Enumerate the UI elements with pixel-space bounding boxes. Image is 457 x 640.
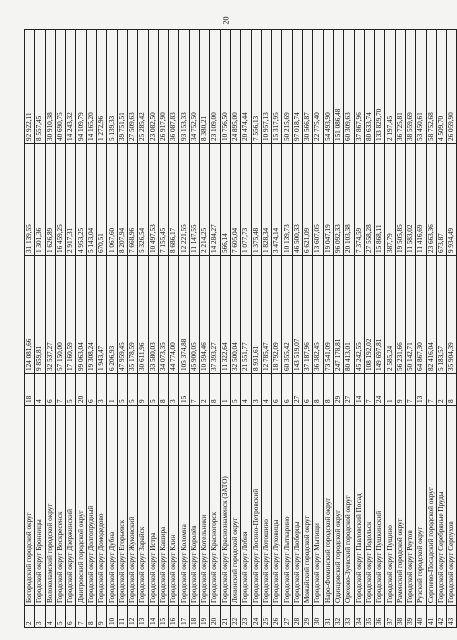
cell-row-number: 3: [35, 606, 45, 628]
cell-municipality-name: Городской округ Реутов: [405, 406, 415, 606]
cell-row-number: 43: [447, 606, 457, 628]
cell-row-number: 21: [220, 606, 230, 628]
cell-amount-total: 8 931,61: [251, 256, 261, 374]
table-row: [251, 30, 261, 628]
cell-row-number: 40: [416, 606, 426, 628]
cell-municipality-name: Городской округ Лотошино: [261, 406, 271, 606]
cell-amount-total: 124 081,66: [25, 256, 35, 374]
cell-municipality-name: Одинцовский городской округ: [333, 406, 343, 606]
cell-count: 6: [303, 374, 313, 406]
cell-amount-total: 47 959,45: [117, 256, 127, 374]
cell-amount-total: 5 183,57: [436, 256, 446, 374]
cell-municipality-name: Наро-Фоминский городской округ: [323, 406, 333, 606]
cell-count: 4: [35, 374, 45, 406]
cell-row-number: 19: [200, 606, 210, 628]
cell-amount-total: 60 355,42: [282, 256, 292, 374]
cell-amount-rest: 25 285,42: [138, 30, 148, 144]
cell-count: 5: [230, 374, 240, 406]
cell-amount-total: 143 519,07: [292, 256, 302, 374]
cell-municipality-name: Городской округ Подольск: [364, 406, 374, 606]
cell-count: 2: [200, 374, 210, 406]
cell-amount-part: 19 047,19: [323, 144, 333, 256]
table-row: [282, 30, 292, 628]
cell-municipality-name: Городской округ Истра: [148, 406, 158, 606]
table-row: [35, 30, 45, 628]
cell-municipality-name: Городской округ Домодедово: [97, 406, 107, 606]
cell-amount-rest: 5 139,33: [107, 30, 117, 144]
cell-amount-part: 2 214,25: [200, 144, 210, 256]
cell-count: 6: [45, 374, 55, 406]
cell-amount-total: 32 537,27: [45, 256, 55, 374]
cell-amount-part: 16 459,25: [55, 144, 65, 256]
cell-count: 24: [375, 374, 385, 406]
cell-amount-part: 1 077,73: [241, 144, 251, 256]
cell-amount-total: 21 551,77: [241, 256, 251, 374]
cell-amount-total: 10 594,46: [200, 256, 210, 374]
cell-count: 9: [395, 374, 405, 406]
cell-amount-part: 566,14: [220, 144, 230, 256]
cell-count: 4: [241, 374, 251, 406]
cell-amount-total: 56 231,66: [395, 256, 405, 374]
cell-amount-rest: 26 059,90: [447, 30, 457, 144]
cell-amount-total: 11 322,64: [220, 256, 230, 374]
cell-amount-part: 13 607,05: [313, 144, 323, 256]
cell-count: 29: [333, 374, 343, 406]
cell-amount-rest: 10 756,50: [220, 30, 230, 144]
cell-amount-total: 17 160,59: [66, 256, 76, 374]
cell-amount-rest: 8 380,21: [200, 30, 210, 144]
cell-count: 7: [364, 374, 374, 406]
cell-row-number: 20: [210, 606, 220, 628]
cell-amount-part: 673,87: [436, 144, 446, 256]
cell-amount-total: 32 500,04: [230, 256, 240, 374]
cell-amount-rest: 27 509,63: [127, 30, 137, 144]
cell-amount-total: 99 063,04: [76, 256, 86, 374]
cell-count: 5: [66, 374, 76, 406]
cell-amount-part: 11 583,02: [405, 144, 415, 256]
table-row: [272, 30, 282, 628]
cell-amount-part: 14 284,27: [210, 144, 220, 256]
cell-amount-rest: 14 243,32: [66, 30, 76, 144]
cell-count: 8: [210, 374, 220, 406]
cell-municipality-name: Богородский городской округ: [25, 406, 35, 606]
cell-amount-part: 5 326,54: [138, 144, 148, 256]
cell-amount-part: 11 147,55: [189, 144, 199, 256]
cell-row-number: 23: [241, 606, 251, 628]
cell-municipality-name: Городской округ Кашира: [158, 406, 168, 606]
table-row: [241, 30, 251, 628]
cell-amount-part: 31 139,55: [25, 144, 35, 256]
cell-row-number: 12: [127, 606, 137, 628]
cell-amount-part: 5 143,04: [86, 144, 96, 256]
cell-amount-part: 1 828,34: [261, 144, 271, 256]
cell-count: 7: [55, 374, 65, 406]
cell-row-number: 39: [405, 606, 415, 628]
cell-amount-rest: 8 557,45: [35, 30, 45, 144]
table-row: [97, 30, 107, 628]
table-row: [86, 30, 96, 628]
cell-amount-total: 35 904,39: [447, 256, 457, 374]
cell-amount-rest: 60 309,63: [344, 30, 354, 144]
cell-amount-rest: 34 752,50: [189, 30, 199, 144]
cell-amount-part: 96 092,33: [333, 144, 343, 256]
cell-row-number: 17: [179, 606, 189, 628]
cell-amount-total: 19 308,24: [86, 256, 96, 374]
table-row: [230, 30, 240, 628]
table-row: [127, 30, 137, 628]
table-row: [344, 30, 354, 628]
cell-municipality-name: Городской округ Лосино-Петровский: [251, 406, 261, 606]
table-row: [426, 30, 436, 628]
cell-count: 20: [76, 374, 86, 406]
cell-amount-rest: 93 153,33: [179, 30, 189, 144]
cell-amount-total: 6 206,93: [107, 256, 117, 374]
table-row: [416, 30, 426, 628]
cell-row-number: 22: [230, 606, 240, 628]
cell-municipality-name: Городской округ Пушкинский: [375, 406, 385, 606]
cell-count: 18: [25, 374, 35, 406]
cell-count: 8: [447, 374, 457, 406]
cell-row-number: 24: [251, 606, 261, 628]
table-body: [25, 30, 457, 628]
cell-amount-part: 7 668,96: [127, 144, 137, 256]
cell-row-number: 35: [364, 606, 374, 628]
cell-municipality-name: Городской округ Дубна: [107, 406, 117, 606]
cell-count: 9: [138, 374, 148, 406]
table-row: [158, 30, 168, 628]
cell-amount-rest: 10 957,13: [261, 30, 271, 144]
cell-municipality-name: Можайский городской округ: [303, 406, 313, 606]
cell-amount-total: 108 192,02: [364, 256, 374, 374]
table-row: [169, 30, 179, 628]
cell-amount-rest: 80 633,74: [364, 30, 374, 144]
cell-count: 6: [282, 374, 292, 406]
cell-amount-part: 387,79: [385, 144, 395, 256]
cell-amount-part: 4 953,25: [76, 144, 86, 256]
cell-amount-part: 1 301,36: [35, 144, 45, 256]
cell-row-number: 25: [261, 606, 271, 628]
cell-count: 7: [189, 374, 199, 406]
cell-amount-total: 45 900,05: [189, 256, 199, 374]
cell-municipality-name: Городской округ Воскресенск: [55, 406, 65, 606]
cell-row-number: 28: [292, 606, 302, 628]
cell-amount-part: 1 375,48: [251, 144, 261, 256]
cell-amount-rest: 92 922,11: [25, 30, 35, 144]
cell-row-number: 13: [138, 606, 148, 628]
cell-amount-rest: 24 895,00: [230, 30, 240, 144]
cell-amount-part: 1 067,60: [107, 144, 117, 256]
cell-amount-total: 30 611,96: [138, 256, 148, 374]
cell-municipality-name: Городской округ Жуковский: [127, 406, 137, 606]
cell-amount-part: 15 868,11: [375, 144, 385, 256]
cell-row-number: 10: [107, 606, 117, 628]
cell-amount-part: 6 621,09: [303, 144, 313, 256]
cell-count: 6: [86, 374, 96, 406]
cell-amount-rest: 23 082,50: [148, 30, 158, 144]
rotated-table-wrapper: [24, 30, 456, 628]
table-row: [333, 30, 343, 628]
cell-count: 4: [261, 374, 271, 406]
cell-amount-rest: 36 725,81: [395, 30, 405, 144]
cell-amount-total: 2 585,24: [385, 256, 395, 374]
cell-amount-rest: 50 215,69: [282, 30, 292, 144]
table-row: [200, 30, 210, 628]
cell-municipality-name: Городской округ Клин: [169, 406, 179, 606]
table-row: [117, 30, 127, 628]
cell-count: 3: [169, 374, 179, 406]
cell-count: 27: [344, 374, 354, 406]
cell-municipality-name: Сергиево-Посадский городской округ: [426, 406, 436, 606]
cell-municipality-name: Дмитровский городской округ: [76, 406, 86, 606]
table-row: [25, 30, 35, 628]
cell-municipality-name: Городской округ Королёв: [189, 406, 199, 606]
cell-count: 1: [107, 374, 117, 406]
cell-count: 8: [323, 374, 333, 406]
cell-amount-total: 36 382,45: [313, 256, 323, 374]
cell-amount-rest: 14 165,20: [86, 30, 96, 144]
cell-amount-part: 12 221,55: [179, 144, 189, 256]
cell-municipality-name: Городской округ Павловский Посад: [354, 406, 364, 606]
cell-amount-rest: 30 910,38: [45, 30, 55, 144]
cell-row-number: 6: [66, 606, 76, 628]
cell-amount-rest: 30 566,87: [303, 30, 313, 144]
cell-amount-total: 82 416,04: [426, 256, 436, 374]
cell-amount-part: 7 155,45: [158, 144, 168, 256]
cell-municipality-name: Городской округ Мытищи: [313, 406, 323, 606]
cell-count: 7: [405, 374, 415, 406]
cell-row-number: 37: [385, 606, 395, 628]
cell-amount-rest: 7 556,13: [251, 30, 261, 144]
cell-count: 27: [292, 374, 302, 406]
cell-row-number: 26: [272, 606, 282, 628]
cell-amount-total: 45 242,55: [354, 256, 364, 374]
cell-row-number: 32: [333, 606, 343, 628]
cell-amount-part: 7 605,04: [230, 144, 240, 256]
cell-municipality-name: Городской округ Коломна: [179, 406, 189, 606]
cell-amount-part: 20 103,38: [344, 144, 354, 256]
table-row: [55, 30, 65, 628]
table-row: [436, 30, 446, 628]
cell-municipality-name: Городской округ Люберцы: [292, 406, 302, 606]
data-table: [24, 29, 457, 628]
cell-amount-rest: 39 751,51: [117, 30, 127, 144]
cell-amount-rest: 22 775,40: [313, 30, 323, 144]
cell-amount-total: 37 187,96: [303, 256, 313, 374]
table-row: [313, 30, 323, 628]
cell-count: 1: [220, 374, 230, 406]
cell-amount-rest: 15 317,95: [272, 30, 282, 144]
cell-amount-part: 9 934,49: [447, 144, 457, 256]
cell-amount-total: 1 943,47: [97, 256, 107, 374]
cell-municipality-name: Городской округ Серебряные Пруды: [436, 406, 446, 606]
cell-municipality-name: Городской округ Лыткарино: [282, 406, 292, 606]
cell-amount-total: 105 374,88: [179, 256, 189, 374]
cell-amount-total: 80 413,01: [344, 256, 354, 374]
table-row: [447, 30, 457, 628]
cell-municipality-name: Раменский городской округ: [395, 406, 405, 606]
table-row: [364, 30, 374, 628]
cell-amount-rest: 37 867,96: [354, 30, 364, 144]
cell-count: 2: [436, 374, 446, 406]
table-row: [66, 30, 76, 628]
cell-row-number: 2: [25, 606, 35, 628]
cell-count: 3: [251, 374, 261, 406]
cell-count: 8: [158, 374, 168, 406]
table-row: [395, 30, 405, 628]
cell-amount-rest: 1 272,96: [97, 30, 107, 144]
cell-row-number: 14: [148, 606, 158, 628]
cell-amount-rest: 54 493,90: [323, 30, 333, 144]
cell-amount-part: 7 374,59: [354, 144, 364, 256]
cell-row-number: 34: [354, 606, 364, 628]
cell-amount-total: 37 393,27: [210, 256, 220, 374]
table-row: [107, 30, 117, 628]
cell-amount-rest: 58 752,68: [426, 30, 436, 144]
cell-municipality-name: Городской округ Дзержинский: [66, 406, 76, 606]
cell-amount-part: 3 474,14: [272, 144, 282, 256]
cell-amount-rest: 97 018,74: [292, 30, 302, 144]
cell-amount-rest: 36 087,83: [169, 30, 179, 144]
table-row: [292, 30, 302, 628]
cell-row-number: 41: [426, 606, 436, 628]
cell-row-number: 7: [76, 606, 86, 628]
cell-amount-part: 23 663,36: [426, 144, 436, 256]
cell-amount-rest: 53 450,61: [416, 30, 426, 144]
cell-municipality-name: Городской округ Котельники: [200, 406, 210, 606]
cell-row-number: 11: [117, 606, 127, 628]
cell-row-number: 5: [55, 606, 65, 628]
table-row: [138, 30, 148, 628]
cell-row-number: 29: [303, 606, 313, 628]
cell-amount-rest: 20 474,44: [241, 30, 251, 144]
cell-municipality-name: Городской округ Красногорск: [210, 406, 220, 606]
cell-amount-rest: 151 086,48: [333, 30, 343, 144]
table-row: [189, 30, 199, 628]
cell-amount-part: 2 917,31: [66, 144, 76, 256]
table-row: [354, 30, 364, 628]
cell-amount-total: 33 580,03: [148, 256, 158, 374]
cell-amount-rest: 133 829,70: [375, 30, 385, 144]
cell-count: 5: [117, 374, 127, 406]
cell-municipality-name: Городской округ Бронницы: [35, 406, 45, 606]
table-row: [45, 30, 55, 628]
cell-amount-part: 19 505,85: [395, 144, 405, 256]
cell-row-number: 38: [395, 606, 405, 628]
cell-row-number: 31: [323, 606, 333, 628]
cell-municipality-name: Орехово-Зуевский городской округ: [344, 406, 354, 606]
table-row: [385, 30, 395, 628]
cell-amount-total: 57 150,00: [55, 256, 65, 374]
cell-amount-rest: 94 109,79: [76, 30, 86, 144]
table-row: [303, 30, 313, 628]
cell-count: 5: [148, 374, 158, 406]
cell-amount-total: 44 774,00: [169, 256, 179, 374]
cell-municipality-name: Городской округ Серпухов: [447, 406, 457, 606]
cell-row-number: 33: [344, 606, 354, 628]
cell-amount-total: 73 541,09: [323, 256, 333, 374]
cell-amount-total: 50 142,71: [405, 256, 415, 374]
cell-amount-part: 27 558,28: [364, 144, 374, 256]
cell-amount-rest: 23 109,00: [210, 30, 220, 144]
cell-amount-part: 10 139,73: [282, 144, 292, 256]
table-row: [405, 30, 415, 628]
table-row: [76, 30, 86, 628]
cell-amount-rest: 40 690,75: [55, 30, 65, 144]
cell-count: 3: [97, 374, 107, 406]
cell-row-number: 18: [189, 606, 199, 628]
cell-amount-total: 18 792,09: [272, 256, 282, 374]
cell-row-number: 15: [158, 606, 168, 628]
page-number: 20: [221, 16, 231, 25]
cell-amount-part: 670,51: [97, 144, 107, 256]
cell-amount-part: 8 207,94: [117, 144, 127, 256]
cell-amount-part: 8 686,17: [169, 144, 179, 256]
cell-amount-part: 11 416,69: [416, 144, 426, 256]
cell-count: 15: [179, 374, 189, 406]
cell-count: 8: [313, 374, 323, 406]
cell-amount-total: 35 178,59: [127, 256, 137, 374]
cell-count: 6: [272, 374, 282, 406]
table-row: [179, 30, 189, 628]
cell-municipality-name: Городской округ Краснознаменск (ЗАТО): [220, 406, 230, 606]
cell-municipality-name: Городской округ Егорьевск: [117, 406, 127, 606]
cell-row-number: 27: [282, 606, 292, 628]
cell-count: 7: [426, 374, 436, 406]
cell-amount-rest: 4 509,70: [436, 30, 446, 144]
cell-amount-rest: 38 559,69: [405, 30, 415, 144]
cell-row-number: 36: [375, 606, 385, 628]
cell-amount-total: 149 697,81: [375, 256, 385, 374]
cell-count: 5: [127, 374, 137, 406]
cell-amount-total: 247 178,81: [333, 256, 343, 374]
cell-amount-part: 1 626,89: [45, 144, 55, 256]
cell-amount-total: 64 867,30: [416, 256, 426, 374]
table-row: [323, 30, 333, 628]
cell-count: 14: [354, 374, 364, 406]
cell-row-number: 42: [436, 606, 446, 628]
cell-amount-rest: 2 197,45: [385, 30, 395, 144]
cell-municipality-name: Городской округ Луховицы: [272, 406, 282, 606]
cell-amount-total: 34 073,35: [158, 256, 168, 374]
table-viewport: [24, 30, 456, 628]
cell-amount-part: 46 500,33: [292, 144, 302, 256]
cell-amount-total: 12 785,47: [261, 256, 271, 374]
cell-amount-total: 9 859,81: [35, 256, 45, 374]
cell-amount-part: 10 497,53: [148, 144, 158, 256]
cell-row-number: 30: [313, 606, 323, 628]
cell-row-number: 9: [97, 606, 107, 628]
table-row: [210, 30, 220, 628]
table-row: [220, 30, 230, 628]
cell-municipality-name: Волоколамский городской округ: [45, 406, 55, 606]
cell-count: 1: [385, 374, 395, 406]
table-row: [148, 30, 158, 628]
cell-municipality-name: Городской округ Лобня: [241, 406, 251, 606]
cell-row-number: 4: [45, 606, 55, 628]
cell-count: 13: [416, 374, 426, 406]
cell-amount-rest: 26 917,90: [158, 30, 168, 144]
cell-row-number: 8: [86, 606, 96, 628]
cell-municipality-name: Городской округ Пущино: [385, 406, 395, 606]
cell-municipality-name: Ленинский городской округ: [230, 406, 240, 606]
table-row: [261, 30, 271, 628]
cell-municipality-name: Городской округ Долгопрудный: [86, 406, 96, 606]
cell-municipality-name: Рузский городской округ: [416, 406, 426, 606]
cell-municipality-name: Городской округ Зарайск: [138, 406, 148, 606]
table-row: [375, 30, 385, 628]
cell-row-number: 16: [169, 606, 179, 628]
